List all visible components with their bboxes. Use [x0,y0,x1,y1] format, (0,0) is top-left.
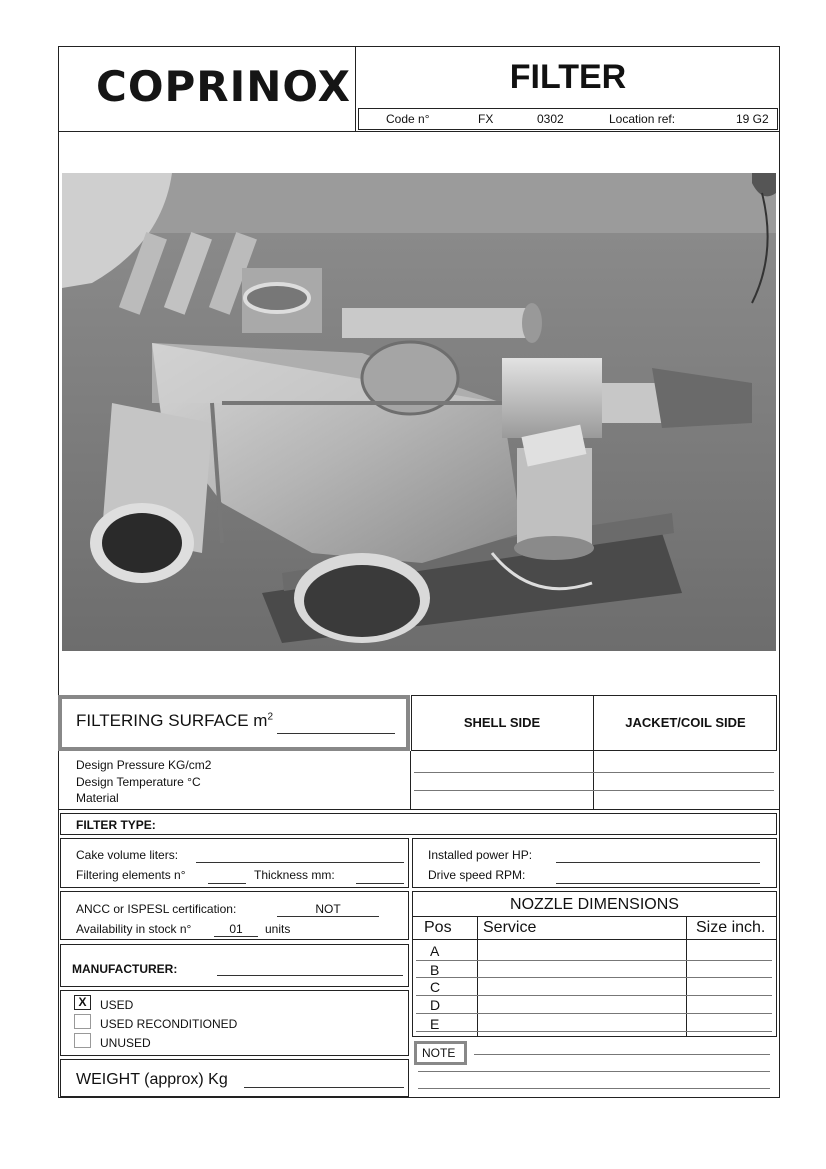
nozzle-size-header: Size inch. [696,919,766,936]
drive-speed-label: Drive speed RPM: [428,868,526,882]
nozzle-row-line [416,960,772,961]
note-line-1 [474,1054,770,1055]
condition-used-label: USED [100,998,134,1012]
filter-type-box [60,813,777,835]
code-number: 0302 [537,112,564,126]
nozzle-row-line [416,1031,772,1032]
design-row-line-1 [414,772,774,773]
note-label: NOTE [422,1046,456,1060]
cake-volume-label: Cake volume liters: [76,848,179,862]
stock-line [214,936,258,937]
jacket-coil-side-header: JACKET/COIL SIDE [625,715,746,730]
filtering-elements-line [208,883,246,884]
nozzle-row-line [416,995,772,996]
note-line-3 [418,1088,770,1089]
code-label: Code n° [386,112,430,126]
nozzle-pos-header: Pos [424,919,452,936]
nozzle-dimensions-title: NOZZLE DIMENSIONS [510,896,679,913]
nozzle-row-pos: B [430,962,440,978]
material-label: Material [76,791,119,805]
note-line-2 [418,1071,770,1072]
company-logo: COPRINOX [96,62,352,111]
stock-label: Availability in stock n° [76,922,192,936]
used-reconditioned-checkbox[interactable] [74,1014,91,1029]
installed-power-line [556,862,760,863]
nozzle-row-pos: C [430,979,441,995]
stock-value: 01 [229,922,243,936]
certification-value: NOT [315,902,341,916]
stock-units: units [265,922,291,936]
filtering-surface-value-line [277,733,395,734]
certification-label: ANCC or ISPESL certification: [76,902,237,916]
location-label: Location ref: [609,112,676,126]
nozzle-row-line [416,977,772,978]
thickness-line [356,883,404,884]
side-columns-divider [593,695,594,809]
used-checkbox[interactable]: X [74,995,91,1010]
filter-equipment-photo [62,173,776,651]
drive-speed-line [556,883,760,884]
certification-line [277,916,379,917]
unused-checkbox[interactable] [74,1033,91,1048]
weight-line [244,1087,404,1088]
filtering-surface-label: FILTERING SURFACE $m^2$ [76,711,273,730]
nozzle-row-pos: A [430,943,440,959]
manufacturer-label: MANUFACTURER: [72,962,178,976]
nozzle-header-rule [412,939,777,940]
nozzle-row-line [416,1013,772,1014]
condition-unused-label: UNUSED [100,1036,151,1050]
filter-type-label: FILTER TYPE: [76,818,156,832]
design-bottom-rule [58,809,780,810]
design-divider [410,751,411,810]
weight-label: WEIGHT (approx) Kg [76,1071,228,1088]
design-temperature-label: Design Temperature °C [76,775,201,789]
cake-volume-line [196,862,404,863]
design-row-line-2 [414,790,774,791]
nozzle-row-pos: E [430,1016,440,1032]
manufacturer-line [217,975,403,976]
page-title: FILTER [509,58,627,96]
shell-side-header: SHELL SIDE [463,715,541,730]
nozzle-title-rule [412,916,777,917]
filtering-elements-label: Filtering elements n° [76,868,186,882]
code-prefix: FX [478,112,494,126]
header-bottom-rule [58,131,780,132]
nozzle-row-pos: D [430,997,441,1013]
design-pressure-label: Design Pressure KG/cm2 [76,758,212,772]
location-value: 19 G2 [736,112,769,126]
installed-power-label: Installed power HP: [428,848,533,862]
nozzle-service-header: Service [483,919,537,936]
condition-used-reconditioned-label: USED RECONDITIONED [100,1017,238,1031]
thickness-label: Thickness mm: [254,868,335,882]
